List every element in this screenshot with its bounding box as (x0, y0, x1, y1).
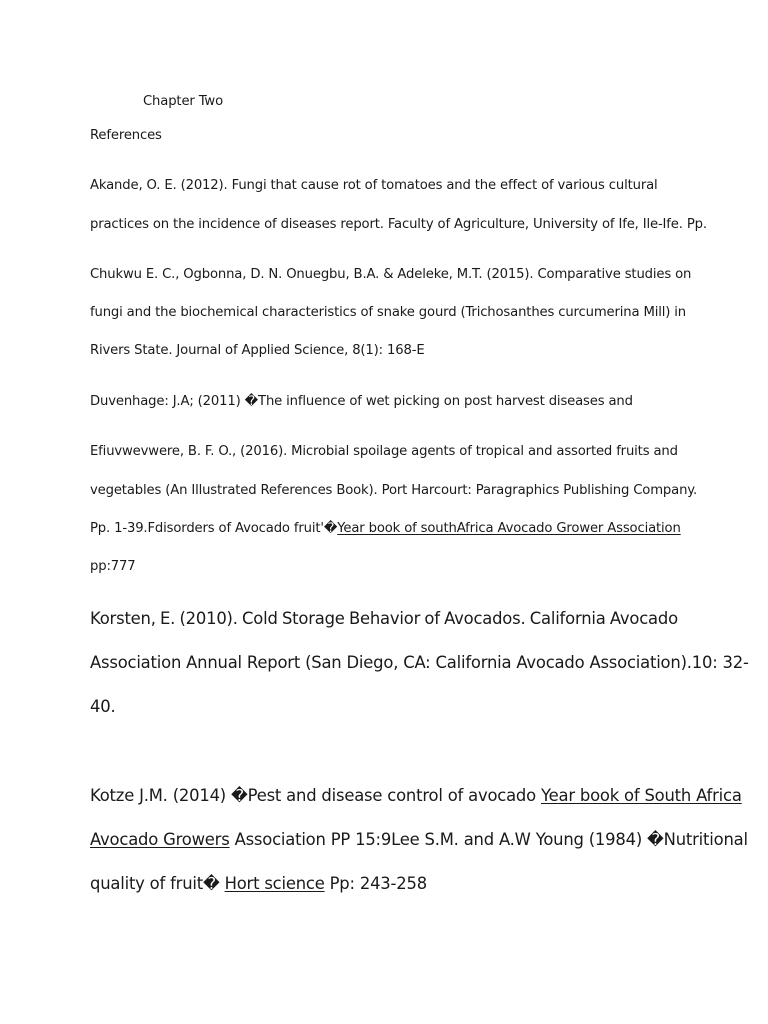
ref-chukwu-line-2: fungi and the biochemical characteristics of snake gourd (Trichosanthes curcumerina Mill) in (90, 305, 687, 320)
ref-kotze-line-2-text: Association PP 15:9Lee S.M. and A.W Young (1984) �Nutritional (229, 830, 748, 849)
korsten-word: Avocado (609, 609, 678, 628)
ref-chukwu-line-3: Rivers State. Journal of Applied Science, 8(1): 168-E (90, 343, 425, 358)
korsten-word: Cold (242, 609, 278, 628)
ref-akande-line-2: practices on the incidence of diseases report. Faculty of Agriculture, University of Ife, Ile-Ife. Pp. (90, 217, 707, 232)
ref-kotze-line-2 (90, 830, 748, 850)
ref-duvenhage-line-1: Duvenhage: J.A; (2011) �The influence of wet picking on post harvest diseases and (90, 394, 633, 409)
korsten-word: Storage (281, 609, 345, 628)
hort-science-link[interactable]: Hort science (224, 874, 325, 893)
korsten-word: Behavior (348, 609, 421, 628)
references-heading: References (90, 128, 162, 143)
korsten-word: Avocados. (444, 609, 526, 628)
ref-kotze-line-1 (90, 786, 742, 806)
korsten-word: E. (160, 609, 176, 628)
ref-efiuv-line-2: vegetables (An Illustrated References Book). Port Harcourt: Paragraphics Publishing Company. (90, 483, 698, 498)
ref-kotze-line-1-text: Kotze J.M. (2014) �Pest and disease control of avocado (90, 786, 541, 805)
korsten-word: (2010). (179, 609, 238, 628)
korsten-word: California (529, 609, 606, 628)
ref-efiuv-line-1: Efiuvwevwere, B. F. O., (2016). Microbial spoilage agents of tropical and assorted fruits and (90, 444, 678, 459)
ref-chukwu-line-1: Chukwu E. C., Ogbonna, D. N. Onuegbu, B.A. & Adeleke, M.T. (2015). Comparative studies on (90, 267, 692, 282)
ref-kotze-line-3-text-b: Pp: 243-258 (324, 874, 427, 893)
ref-efiuv-line-3 (90, 521, 681, 537)
ref-korsten-line-2: Association Annual Report (San Diego, CA: California Avocado Association).10: 32- (90, 653, 749, 672)
ref-akande-line-1: Akande, O. E. (2012). Fungi that cause rot of tomatoes and the effect of various cultural (90, 178, 658, 193)
yearbook-link-2[interactable]: Year book of South Africa (540, 786, 742, 805)
ref-kotze-line-3 (90, 874, 427, 894)
ref-kotze-line-3-text-a: quality of fruit� (90, 874, 225, 893)
ref-korsten-line-3: 40. (90, 697, 116, 716)
ref-efiuv-line-4: pp:777 (90, 559, 136, 574)
chapter-heading: Chapter Two (143, 94, 223, 109)
avocado-growers-link[interactable]: Avocado Growers (90, 830, 230, 849)
ref-efiuv-line-3-text: Pp. 1-39.Fdisorders of Avocado fruit'� (90, 521, 338, 536)
korsten-word: Korsten, (90, 609, 156, 628)
yearbook-link-1[interactable]: Year book of southAfrica Avocado Grower Association (337, 521, 681, 536)
korsten-word: of (424, 609, 440, 628)
ref-korsten-line-1 (90, 609, 678, 629)
